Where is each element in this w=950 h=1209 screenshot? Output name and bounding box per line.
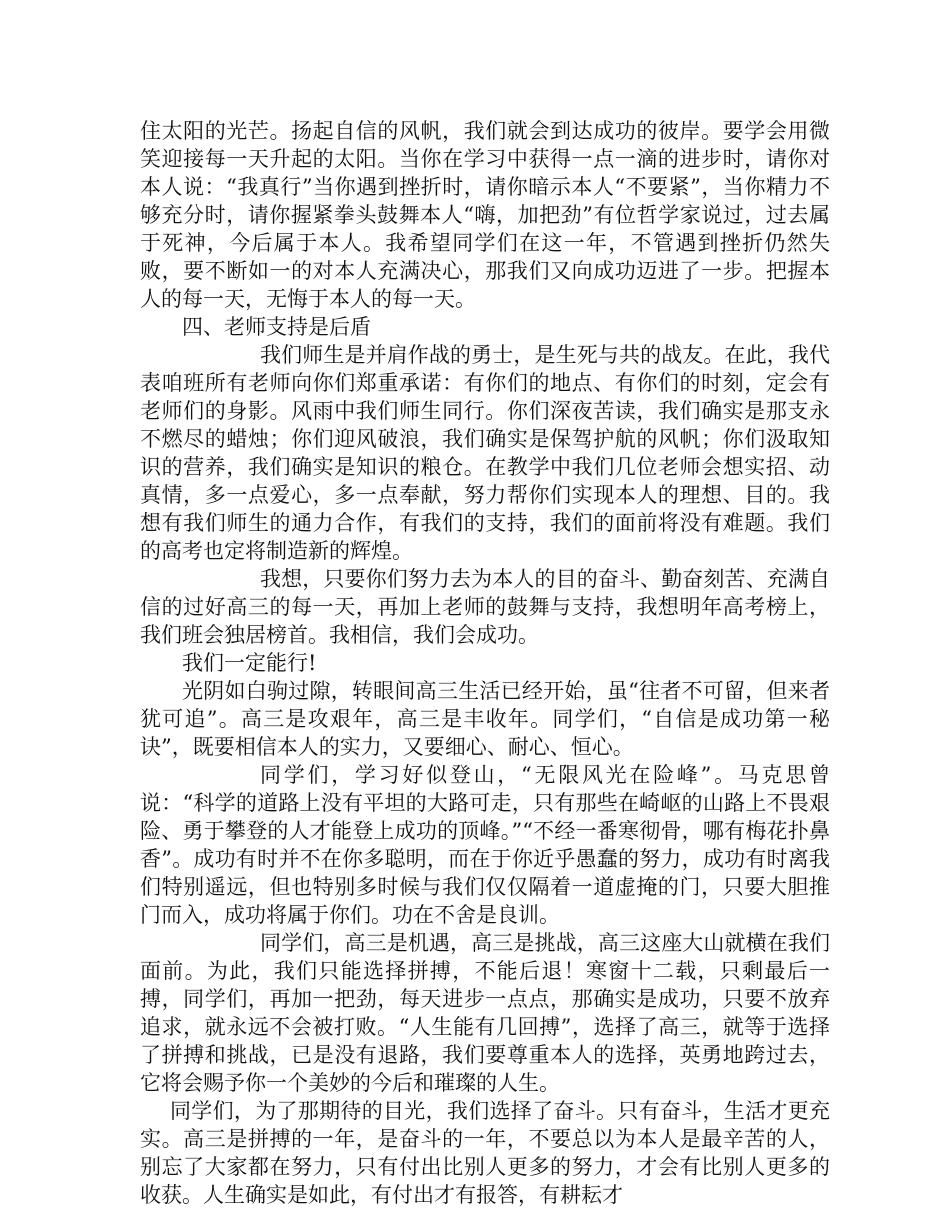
paragraph-mountain-climbing: 同学们，学习好似登山，“无限风光在险峰”。马克思曾说：“科学的道路上没有平坦的大路可走，只有那些在崎岖的山路上不畏艰险、勇于攀登的人才能登上成功的顶峰。”“不经一番寒彻骨，哪有梅花扑鼻香”。成功有时并不在你多聪明，而在于你近乎愚蠢的努力，成功有时离我们特别遥远，但也特别多时候与我们仅仅隔着一道虚掩的门，只要大胆推门而入，成功将属于你们。功在不舍是良训。 (140, 763, 830, 927)
paragraph-success-belief: 我想，只要你们努力去为本人的目的奋斗、勤奋刻苦、充满自信的过好高三的每一天，再加上老师的鼓舞与支持，我想明年高考榜上，我们班会独居榜首。我相信，我们会成功。 (140, 567, 830, 647)
paragraph-time-flies: 光阴如白驹过隙，转眼间高三生活已经开始，虽“往者不可留，但来者犹可追”。高三是攻艰年，高三是丰收年。同学们，“自信是成功第一秘诀”，既要相信本人的实力，又要细心、耐心、恒心。 (140, 679, 830, 759)
paragraph-we-can-do-it: 我们一定能行! (182, 651, 317, 675)
paragraph-confidence: 住太阳的光芒。扬起自信的风帆，我们就会到达成功的彼岸。要学会用微笑迎接每一天升起的太阳。当你在学习中获得一点一滴的进步时，请你对本人说：“我真行”当你遇到挫折时，请你暗示本人“不要紧”，当你精力不够充分时，请你握紧拳头鼓舞本人“嗨，加把劲”有位哲学家说过，过去属于死神，今后属于本人。我希望同学们在这一年，不管遇到挫折仍然失败，要不断如一的对本人充满决心，那我们又向成功迈进了一步。把握本人的每一天，无悔于本人的每一天。 (140, 119, 830, 311)
paragraph-opportunity-challenge: 同学们，高三是机遇，高三是挑战，高三这座大山就横在我们面前。为此，我们只能选择拼搏，不能后退！寒窗十二载，只剩最后一搏，同学们，再加一把劲，每天进步一点点，那确实是成功，只要不放弃追求，就永远不会被打败。“人生能有几回搏”，选择了高三，就等于选择了拼搏和挑战，已是没有退路，我们要尊重本人的选择，英勇地跨过去，它将会赐予你一个美妙的今后和璀璨的人生。 (140, 931, 830, 1095)
paragraph-teacher-promise: 我们师生是并肩作战的勇士，是生死与共的战友。在此，我代表咱班所有老师向你们郑重承诺：有你们的地点、有你们的时刻，定会有老师们的身影。风雨中我们师生同行。你们深夜苦读，我们确实是那支永不燃尽的蜡烛；你们迎风破浪，我们确实是保驾护航的风帆；你们汲取知识的营养，我们确实是知识的粮仓。在教学中我们几位老师会想实招、动真情，多一点爱心，多一点奉献，努力帮你们实现本人的理想、目的。我想有我们师生的通力合作，有我们的支持，我们的面前将没有难题。我们的高考也定将制造新的辉煌。 (140, 343, 830, 563)
paragraph-struggle: 同学们，为了那期待的目光，我们选择了奋斗。只有奋斗，生活才更充实。高三是拼搏的一年，是奋斗的一年，不要总以为本人是最辛苦的人，别忘了大家都在努力，只有付出比别人更多的努力，才会有比别人更多的收获。人生确实是如此，有付出才有报答，有耕耘才 (140, 1099, 830, 1207)
document-body (140, 117, 830, 1209)
section-heading-teacher-support: 四、老师支持是后盾 (182, 315, 371, 339)
